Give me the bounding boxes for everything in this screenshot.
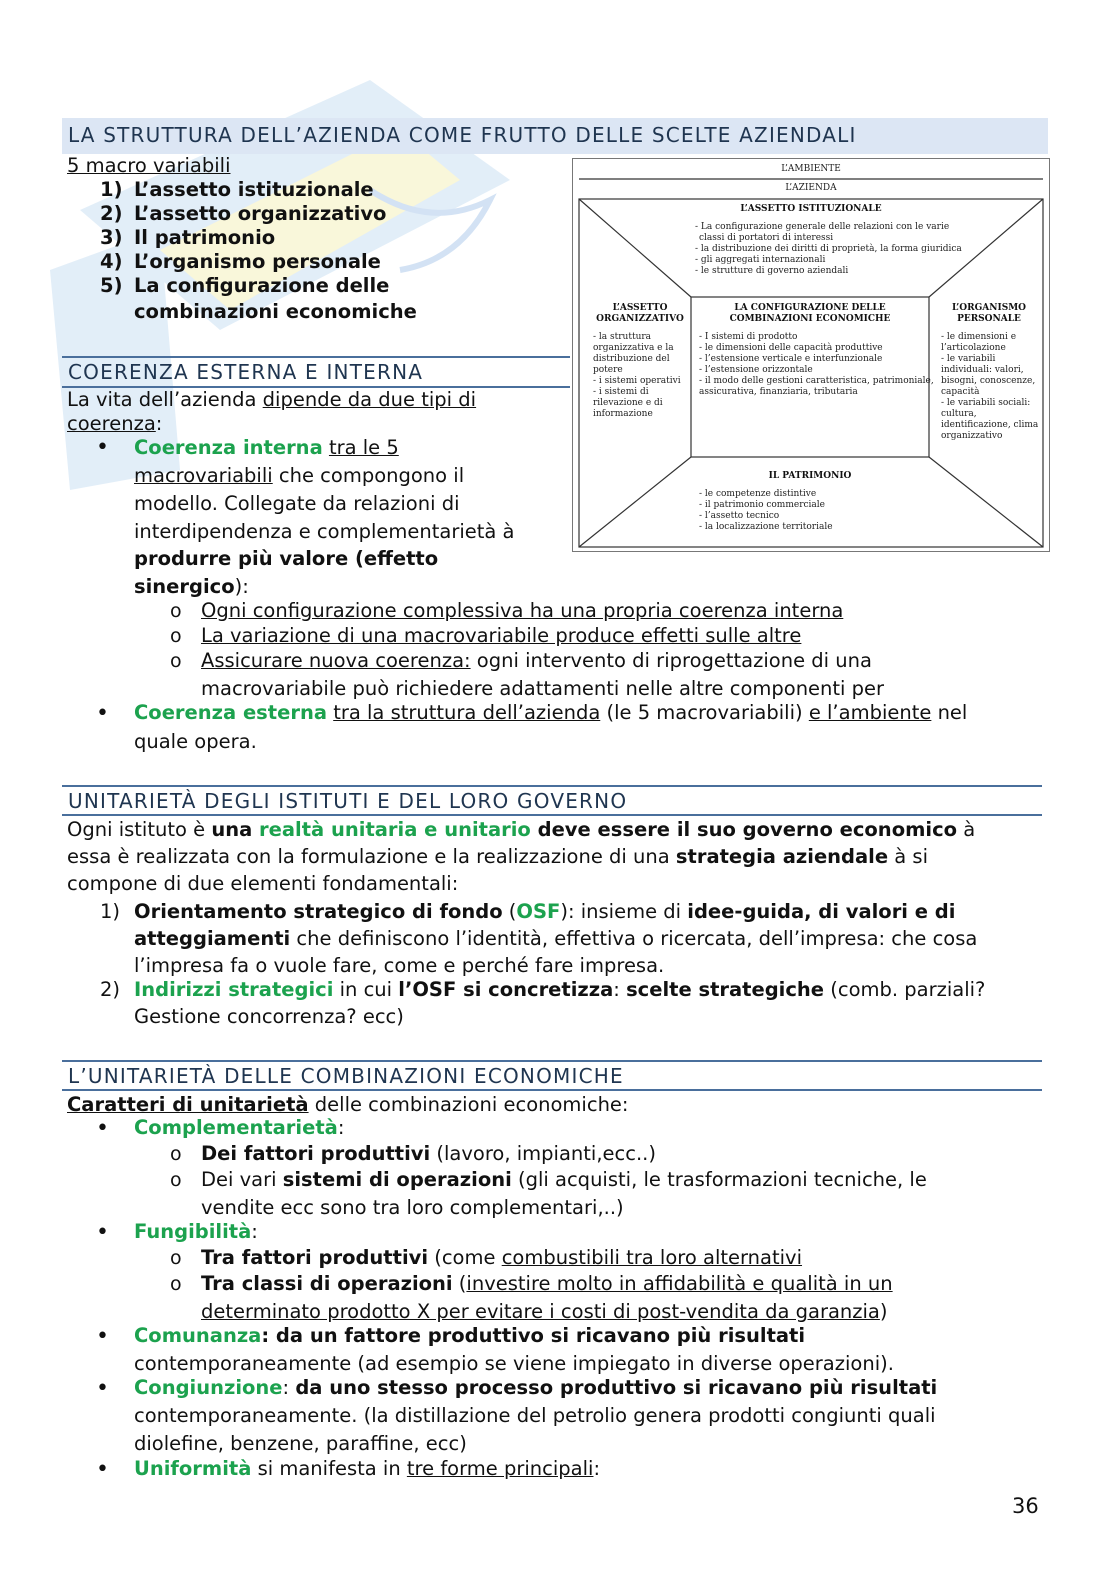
diagram-organizzativo-title2: ORGANIZZATIVO	[596, 314, 684, 324]
unif-line	[134, 1455, 600, 1482]
sub-item-3-u: Assicurare nuova coerenza:	[201, 649, 471, 672]
compl-colon: :	[337, 1116, 345, 1139]
diagram-personale-l5: bisogni, conoscenze,	[941, 376, 1036, 386]
comun-cont: contemporaneamente (ad esempio se viene impiegato in diverse operazioni).	[134, 1352, 894, 1375]
compl-sub-1	[201, 1140, 656, 1167]
unif-u: tre forme principali	[406, 1457, 594, 1480]
s3-item1-line3: l’impresa fa o vuole fare, come e perché fare impresa.	[134, 954, 665, 977]
section2-title: COERENZA ESTERNA E INTERNA	[68, 360, 424, 384]
diagram-organizzativo-l4: potere	[593, 365, 623, 375]
diagram-istituzionale-l4: - gli aggregati internazionali	[695, 255, 826, 265]
compl-sub-1-b: Dei fattori produttivi	[201, 1142, 431, 1165]
esterna-label: Coerenza esterna	[134, 701, 327, 724]
interna-t2: ):	[234, 575, 249, 598]
bullet-compl: •	[96, 1116, 109, 1141]
unif-t: si manifesta in	[251, 1457, 407, 1480]
s3-item2-line2: Gestione concorrenza? ecc)	[134, 1005, 404, 1028]
diagram-istituzionale-title: L’ASSETTO ISTITUZIONALE	[740, 204, 882, 214]
s3-item1-number: 1)	[100, 900, 121, 923]
section4-title: L’UNITARIETÀ DELLE COMBINAZIONI ECONOMICHE	[68, 1064, 624, 1088]
s3-item1-b3: atteggiamenti	[134, 927, 291, 950]
s3-item1-line2	[134, 925, 977, 952]
macro-item-1	[100, 176, 374, 203]
item-text: La configurazione delle	[134, 274, 390, 297]
section3-rule-top	[62, 785, 1042, 787]
diagram-personale-l3: - le variabili	[941, 354, 996, 364]
compl-sub-2-t0: Dei vari	[201, 1168, 283, 1191]
diagram-configurazione-l3: - l’estensione verticale e interfunzionale	[699, 354, 883, 364]
compl-sub-bullet-1: o	[170, 1143, 182, 1165]
s3-item2-g: Indirizzi strategici	[134, 978, 334, 1001]
comun-b: : da un fattore produttivo si ricavano più risultati	[261, 1324, 806, 1347]
s4-intro-u: Caratteri di unitarietà	[67, 1093, 309, 1116]
unif-label: Uniformità	[134, 1457, 252, 1480]
item-text: L’assetto istituzionale	[134, 178, 374, 201]
diagram-patrimonio-l1: - le competenze distintive	[699, 489, 817, 499]
diagram-patrimonio-title: IL PATRIMONIO	[768, 471, 852, 481]
item-text: Il patrimonio	[134, 226, 276, 249]
sub-item-3-cont: macrovariabile può richiedere adattamenti nelle altre componenti per	[201, 677, 885, 700]
diagram-patrimonio-l4: - la localizzazione territoriale	[699, 522, 833, 532]
diagram-configurazione-l6: assicurativa, finanziaria, tributaria	[699, 387, 858, 397]
s3-l1a: Ogni istituto è	[67, 818, 212, 841]
s3-item1-line1	[134, 898, 955, 925]
diagram-istituzionale-l2: classi di portatori di interessi	[699, 233, 834, 243]
interna-u2: macrovariabili	[134, 464, 273, 487]
fung-colon: :	[251, 1220, 258, 1243]
diagram-organizzativo-l1: - la struttura	[593, 332, 652, 342]
sub-bullet-1: o	[170, 600, 182, 622]
fung-sub-2-u2: determinato prodotto X per evitare i costi di post-vendita da garanzia	[201, 1300, 880, 1323]
esterna-t1: (le 5 macrovariabili)	[600, 701, 809, 724]
s3-item2-t2: :	[613, 978, 627, 1001]
diagram-patrimonio-l2: - il patrimonio commerciale	[699, 500, 825, 510]
compl-sub-2	[201, 1166, 927, 1193]
macro-item-5	[100, 272, 389, 299]
s3-l1d: deve essere il suo governo economico	[530, 818, 958, 841]
section3-line2	[67, 843, 928, 870]
item-number: 2)	[100, 202, 123, 225]
fung-label: Fungibilità	[134, 1220, 252, 1243]
diagram-configurazione-l2: - le dimensioni delle capacità produttive	[699, 343, 883, 353]
bullet-cong: •	[96, 1376, 109, 1401]
cong-label: Congiunzione	[134, 1376, 283, 1399]
compl-sub-2-cont: vendite ecc sono tra loro complementari,..)	[201, 1196, 624, 1219]
diagram-organizzativo-l6: - i sistemi di	[593, 387, 649, 397]
s3-item1-t1: (	[502, 900, 517, 923]
cong-colon: :	[282, 1376, 296, 1399]
s3-item1-b1: Orientamento strategico di fondo	[134, 900, 503, 923]
s3-item1-t3: che definiscono l’identità, effettiva o ricercata, dell’impresa: che cosa	[290, 927, 978, 950]
interna-b2: sinergico	[134, 575, 235, 598]
sub-item-3	[201, 647, 872, 674]
section3-title: UNITARIETÀ DEGLI ISTITUTI E DEL LORO GOVERNO	[68, 789, 628, 813]
intro-c: coerenza	[67, 412, 156, 435]
s3-l2c: à si	[888, 845, 929, 868]
diagram-personale-l4: individuali: valori,	[941, 365, 1024, 375]
intro-a: La vita dell’azienda	[67, 388, 263, 411]
cong-line2: contemporaneamente. (la distillazione del petrolio genera prodotti congiunti quali	[134, 1404, 936, 1427]
section3-line1	[67, 816, 975, 843]
interna-line2	[134, 462, 464, 489]
s4-intro-t: delle combinazioni economiche:	[308, 1093, 629, 1116]
item-number: 5)	[100, 274, 123, 297]
fung-sub-bullet-2: o	[170, 1273, 182, 1295]
fung-sub-1-t: (come	[428, 1246, 502, 1269]
diagram-configurazione-l5: - il modo delle gestioni caratteristica, patrimoniale,	[699, 376, 934, 386]
diagram-organizzativo-l3: distribuzione del	[593, 354, 670, 364]
interna-line1	[134, 434, 399, 461]
diagram-azienda: L’AZIENDA	[785, 183, 837, 193]
cong-line3: diolefine, benzene, paraffine, ecc)	[134, 1432, 467, 1455]
s3-item1-g: OSF	[516, 900, 561, 923]
s3-item2-t1: in cui	[333, 978, 399, 1001]
diagram-istituzionale-l5: - le strutture di governo aziendali	[695, 266, 849, 276]
sub-item-3-t: ogni intervento di riprogettazione di una	[470, 649, 872, 672]
diagram-istituzionale-l1: - La configurazione generale delle relazioni con le varie	[695, 222, 950, 232]
diagram-istituzionale-l3: - la distribuzione dei diritti di proprietà, la forma giuridica	[695, 244, 962, 254]
s3-l1c: realtà unitaria e unitario	[259, 818, 531, 841]
diagram-personale-l6: capacità	[941, 387, 980, 397]
item-number: 3)	[100, 226, 123, 249]
s3-item2-b2: scelte strategiche	[626, 978, 825, 1001]
diagram-personale-title2: PERSONALE	[957, 314, 1021, 324]
diagram-personale-l7: - le variabili sociali:	[941, 398, 1031, 408]
bullet-unif: •	[96, 1457, 109, 1482]
interna-line6	[134, 573, 249, 600]
section2-intro	[67, 386, 476, 413]
s3-l2b: strategia aziendale	[675, 845, 889, 868]
diagram-personale-l8: cultura,	[941, 409, 977, 419]
sub-item-2: La variazione di una macrovariabile produce effetti sulle altre	[201, 624, 802, 647]
intro-b: dipende da due tipi di	[262, 388, 477, 411]
s3-item2-t3: (comb. parziali?	[824, 978, 986, 1001]
section2-intro-cont	[67, 410, 162, 437]
sub-item-1: Ogni configurazione complessiva ha una propria coerenza interna	[201, 599, 844, 622]
compl-sub-2-b: sistemi di operazioni	[282, 1168, 512, 1191]
s3-item1-b2: idee-guida, di valori e di	[687, 900, 956, 923]
diagram-configurazione-l1: - I sistemi di prodotto	[699, 332, 798, 342]
diagram-configurazione-l4: - l’estensione orizzontale	[699, 365, 813, 375]
bullet-esterna: •	[96, 701, 109, 726]
s3-item1-t2: ): insieme di	[560, 900, 688, 923]
s3-item2-number: 2)	[100, 978, 121, 1001]
fung-sub-2-b: Tra classi di operazioni	[201, 1272, 453, 1295]
interna-label: Coerenza interna	[134, 436, 323, 459]
s3-l2a: essa è realizzata con la formulazione e la realizzazione di una	[67, 845, 676, 868]
diagram-ambiente: L’AMBIENTE	[781, 164, 841, 174]
compl-sub-1-t: (lavoro, impianti,ecc..)	[430, 1142, 656, 1165]
esterna-u1: tra la struttura dell’azienda	[333, 701, 601, 724]
diagram-personale-l1: - le dimensioni e	[941, 332, 1017, 342]
item-number: 1)	[100, 178, 123, 201]
interna-u1: tra le 5	[328, 436, 399, 459]
diagram-organizzativo-l7: rilevazione e di	[593, 398, 663, 408]
fung-sub-2-t2: )	[879, 1300, 888, 1323]
bullet-comun: •	[96, 1324, 109, 1349]
bullet-interna: •	[96, 435, 109, 460]
diagram-organizzativo-l8: informazione	[593, 409, 653, 419]
diagram-patrimonio-l3: - l’assetto tecnico	[699, 511, 780, 521]
compl-line	[134, 1114, 344, 1141]
diagram-organizzativo-title1: L’ASSETTO	[612, 303, 668, 313]
interna-line4: interdipendenza e complementarietà à	[134, 520, 515, 543]
structure-diagram	[572, 158, 1050, 552]
interna-line3: modello. Collegate da relazioni di	[134, 492, 460, 515]
fung-sub-1-b: Tra fattori produttivi	[201, 1246, 429, 1269]
intro-d: :	[155, 412, 163, 435]
fung-sub-2	[201, 1270, 893, 1297]
sub-bullet-3: o	[170, 650, 182, 672]
item-text: L’organismo personale	[134, 250, 381, 273]
diagram-configurazione-title1: LA CONFIGURAZIONE DELLE	[734, 303, 886, 313]
diagram-personale-title1: L’ORGANISMO	[951, 303, 1027, 313]
unif-colon: :	[593, 1457, 601, 1480]
sub-bullet-2: o	[170, 625, 182, 647]
item-text: L’assetto organizzativo	[134, 202, 387, 225]
compl-label: Complementarietà	[134, 1116, 338, 1139]
diagram-personale-l2: l’articolazione	[941, 343, 1006, 353]
comun-line1	[134, 1322, 805, 1349]
cong-b: da uno stesso processo produttivo si ricavano più risultati	[295, 1376, 938, 1399]
compl-sub-bullet-2: o	[170, 1169, 182, 1191]
fung-sub-2-u: investire molto in affidabilità e qualità in un	[466, 1272, 893, 1295]
diagram-personale-l9: identificazione, clima	[941, 420, 1039, 430]
bullet-fung: •	[96, 1220, 109, 1245]
compl-sub-2-t: (gli acquisti, le trasformazioni tecniche, le	[511, 1168, 927, 1191]
section1-title: LA STRUTTURA DELL’AZIENDA COME FRUTTO DELLE SCELTE AZIENDALI	[68, 123, 857, 147]
fung-sub-1	[201, 1244, 802, 1271]
diagram-organizzativo-l2: organizzativa e la	[593, 343, 674, 353]
macro-label: 5 macro variabili	[67, 154, 231, 177]
esterna-u2: e l’ambiente	[808, 701, 932, 724]
fung-line	[134, 1218, 258, 1245]
macro-item-4	[100, 248, 381, 275]
interna-t1: che compongono il	[272, 464, 465, 487]
cong-line1	[134, 1374, 937, 1401]
s3-item2-line1	[134, 976, 985, 1003]
esterna-t2: nel	[931, 701, 968, 724]
s3-item2-b1: l’OSF si concretizza	[398, 978, 614, 1001]
macro-item-3	[100, 224, 275, 251]
comun-label: Comunanza	[134, 1324, 262, 1347]
s3-l1b: una	[211, 818, 260, 841]
esterna-cont: quale opera.	[134, 730, 257, 753]
page-number: 36	[1012, 1494, 1039, 1518]
macro-item-5-cont: combinazioni economiche	[134, 300, 417, 323]
s3-l1e: à	[957, 818, 976, 841]
section4-rule-top	[62, 1060, 1042, 1062]
fung-sub-2-t: (	[452, 1272, 467, 1295]
esterna-line1	[134, 699, 967, 726]
item-number: 4)	[100, 250, 123, 273]
fung-sub-1-u: combustibili tra loro alternativi	[501, 1246, 803, 1269]
diagram-organizzativo-l5: - i sistemi operativi	[593, 376, 681, 386]
macro-item-2	[100, 200, 386, 227]
section2-rule-top	[62, 356, 570, 358]
fung-sub-bullet-1: o	[170, 1247, 182, 1269]
section3-line3: compone di due elementi fondamentali:	[67, 872, 459, 895]
diagram-personale-l10: organizzativo	[941, 431, 1003, 441]
diagram-configurazione-title2: COMBINAZIONI ECONOMICHE	[729, 314, 891, 324]
interna-line5: produrre più valore (effetto	[134, 547, 439, 570]
fung-sub-2-cont	[201, 1298, 887, 1325]
